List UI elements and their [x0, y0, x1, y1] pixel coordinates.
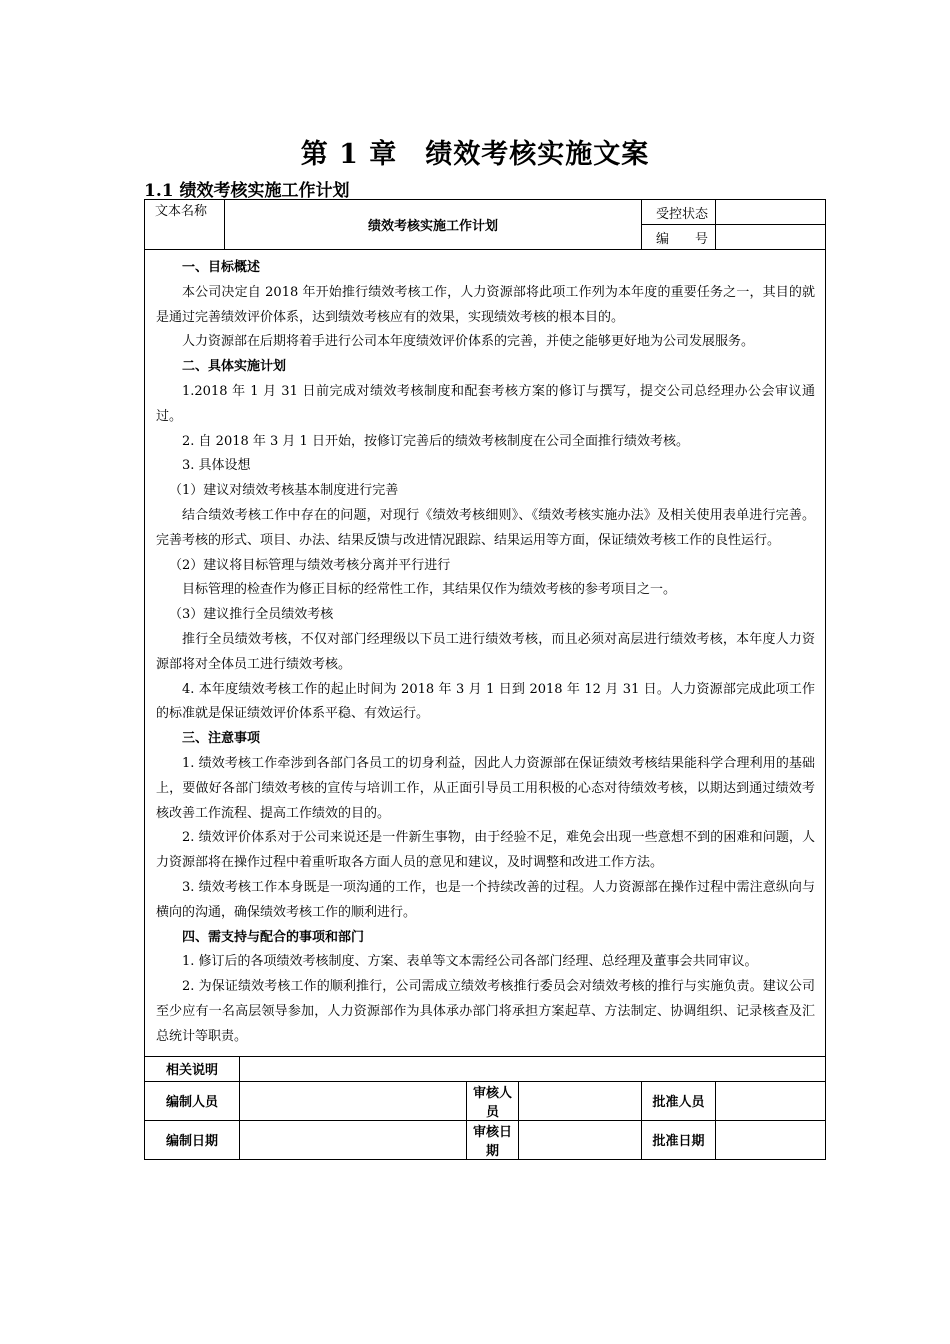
paragraph: 1.2018 年 1 月 31 日前完成对绩效考核制度和配套考核方案的修订与撰写，提交公司总经理办公会审议通过。 [156, 383, 816, 424]
paragraph: 人力资源部在后期将着手进行公司本年度绩效评价体系的完善，并使之能够更好地为公司发展服务。 [182, 334, 755, 350]
header-row-1 [145, 200, 826, 225]
reviewed-by-value [519, 1081, 642, 1120]
plan-table [144, 199, 826, 1160]
dates-row [145, 1120, 826, 1159]
paragraph: 1. 修订后的各项绩效考核制度、方案、表单等文本需经公司各部门经理、总经理及董事会共同审议。 [182, 954, 758, 970]
number-label: 编 号 [642, 225, 716, 250]
number-value [716, 225, 826, 250]
paragraph: （3）建议推行全员绩效考核 [169, 607, 334, 623]
paragraph: 结合绩效考核工作中存在的问题，对现行《绩效考核细则》、《绩效考核实施办法》及相关使用表单进行完善。完善考核的形式、项目、办法、结果反馈与改进情况跟踪、结果运用等方面，保证绩效考核工作的良性运行。 [156, 507, 816, 548]
approved-date-value [716, 1120, 826, 1159]
approved-date-label: 批准日期 [642, 1120, 716, 1159]
reviewed-date-label: 审核日期 [467, 1120, 519, 1159]
section-heading: 一、目标概述 [182, 260, 261, 275]
paragraph: 2. 为保证绩效考核工作的顺利推行，公司需成立绩效考核推行委员会对绩效考核的推行与实施负责。建议公司至少应有一名高层领导参加，人力资源部作为具体承办部门将承担方案起草、方法制定、协调组织、记录核查及汇总统计等职责。 [156, 979, 816, 1044]
control-status-label: 受控状态 [642, 200, 716, 225]
reviewed-by-label: 审核人员 [467, 1081, 519, 1120]
paragraph: 4. 本年度绩效考核工作的起止时间为 2018 年 3 月 1 日到 2018 年 12 月 31 日。人力资源部完成此项工作的标准就是保证绩效评价体系平稳、有效运行。 [156, 681, 816, 722]
prepared-date-value [240, 1120, 467, 1159]
body-row [145, 250, 826, 1057]
chapter-title: 第 1 章 绩效考核实施文案 [300, 139, 650, 170]
prepared-date-label: 编制日期 [145, 1120, 240, 1159]
plan-body [145, 250, 826, 1057]
paragraph: 推行全员绩效考核，不仅对部门经理级以下员工进行绩效考核，而且必须对高层进行绩效考核，本年度人力资源部将对全体员工进行绩效考核。 [156, 631, 816, 672]
section-title: 1.1 绩效考核实施工作计划 [144, 181, 350, 201]
paragraph: （2）建议将目标管理与绩效考核分离并平行进行 [169, 557, 451, 573]
signers-row [145, 1081, 826, 1120]
doc-name-value: 绩效考核实施工作计划 [225, 200, 642, 250]
prepared-by-value [240, 1081, 467, 1120]
paragraph: 2. 自 2018 年 3 月 1 日开始，按修订完善后的绩效考核制度在公司全面推行绩效考核。 [182, 433, 689, 449]
paragraph: 2. 绩效评价体系对于公司来说还是一件新生事物，由于经验不足，难免会出现一些意想不到的困难和问题，人力资源部将在操作过程中着重听取各方面人员的意见和建议，及时调整和改进工作方法。 [156, 830, 816, 871]
approved-by-label: 批准人员 [642, 1081, 716, 1120]
section-heading: 四、需支持与配合的事项和部门 [182, 929, 365, 945]
paragraph: 1. 绩效考核工作牵涉到各部门各员工的切身利益，因此人力资源部在保证绩效考核结果能科学合理利用的基础上，要做好各部门绩效考核的宣传与培训工作，从正面引导员工用积极的心态对待绩效考核，以期达到通过绩效考核改善工作流程、提高工作绩效的目的。 [156, 755, 816, 821]
related-label: 相关说明 [145, 1056, 240, 1081]
reviewed-date-value [519, 1120, 642, 1159]
prepared-by-label: 编制人员 [145, 1081, 240, 1120]
approved-by-value [716, 1081, 826, 1120]
section-heading: 三、注意事项 [182, 731, 261, 747]
paragraph: 3. 绩效考核工作本身既是一项沟通的工作，也是一个持续改善的过程。人力资源部在操作过程中需注意纵向与横向的沟通，确保绩效考核工作的顺利进行。 [156, 879, 816, 920]
paragraph: （1）建议对绩效考核基本制度进行完善 [169, 483, 399, 499]
section-heading: 二、具体实施计划 [182, 359, 287, 375]
related-value [240, 1056, 826, 1081]
doc-name-label: 文本名称 [145, 200, 225, 250]
paragraph: 3. 具体设想 [182, 458, 251, 474]
paragraph: 目标管理的检查作为修正目标的经常性工作，其结果仅作为绩效考核的参考项目之一。 [182, 582, 677, 598]
control-status-value [716, 200, 826, 225]
paragraph: 本公司决定自 2018 年开始推行绩效考核工作，人力资源部将此项工作列为本年度的重要任务之一，其目的就是通过完善绩效评价体系，达到绩效考核应有的效果，实现绩效考核的根本目的。 [156, 284, 816, 325]
related-row [145, 1056, 826, 1081]
